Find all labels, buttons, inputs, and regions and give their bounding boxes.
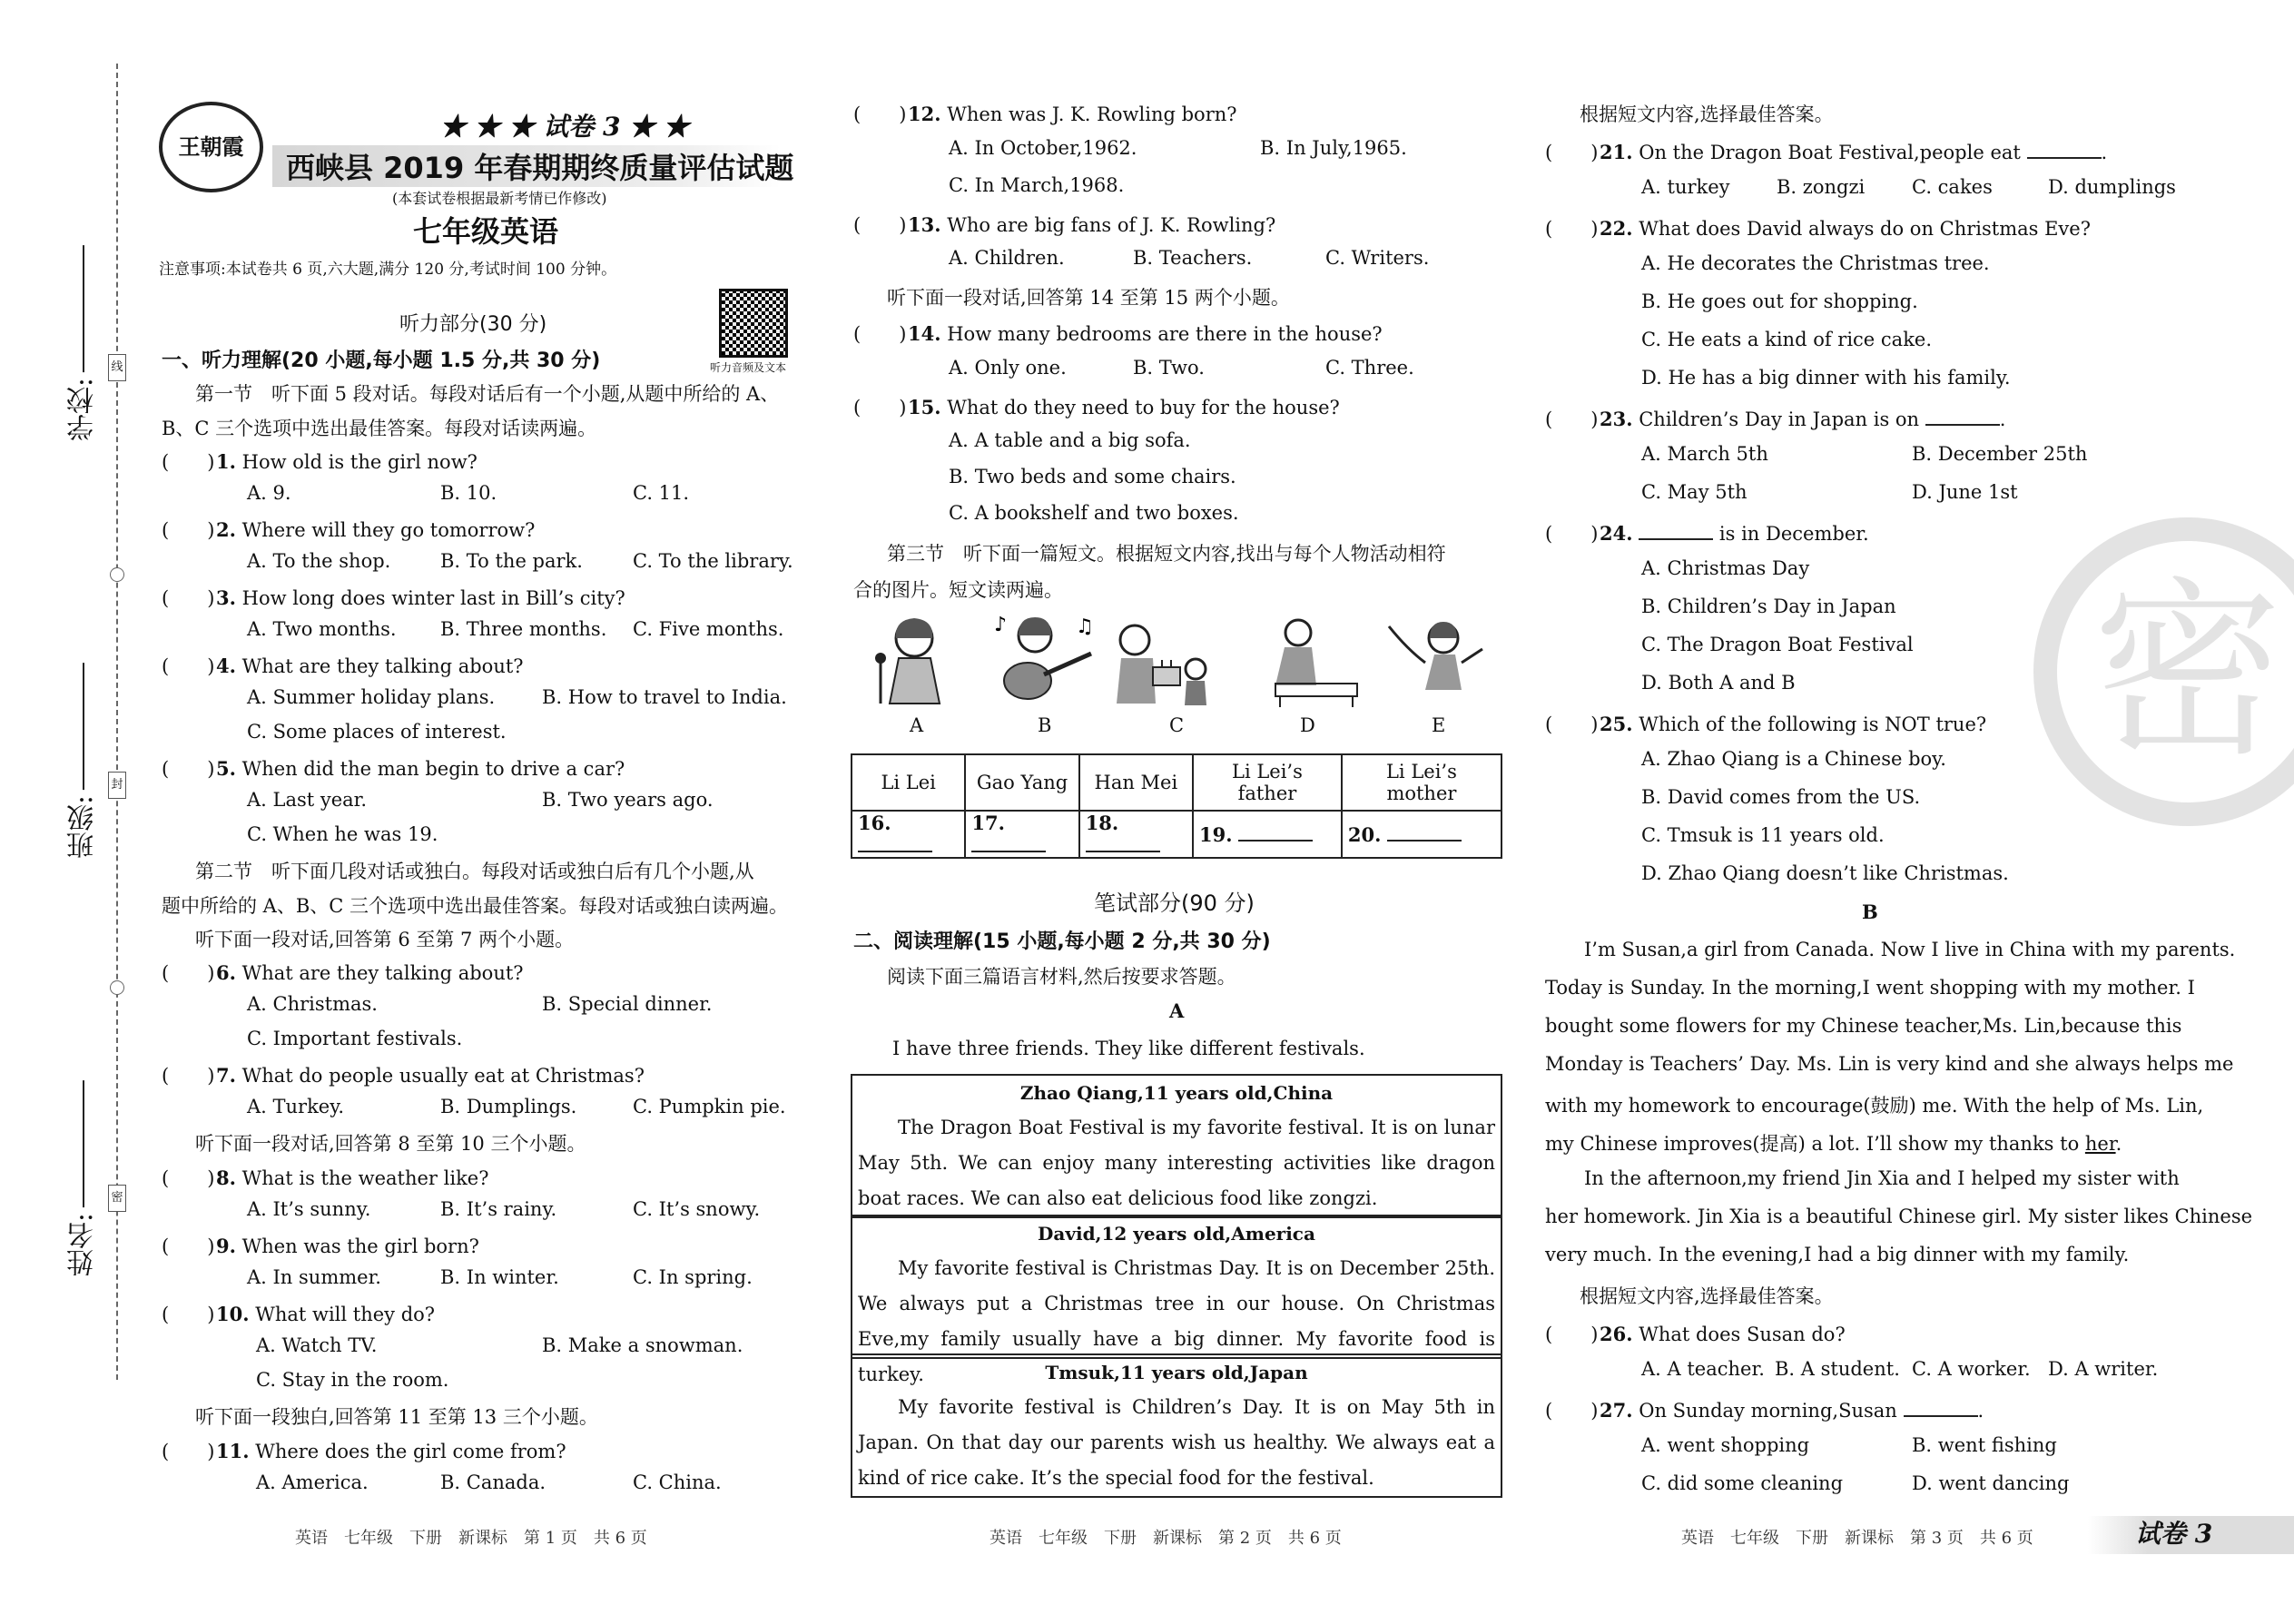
school-field[interactable]: 学校: <box>64 245 103 441</box>
passage-b: Today is Sunday. In the morning,I went shopping with my mother. I <box>1545 977 2195 999</box>
option[interactable]: B. Two. <box>1133 357 1205 379</box>
question-3: ( )3. How long does winter last in Bill’s city? <box>162 586 625 609</box>
question-25: ( )25. Which of the following is NOT true? <box>1545 713 1987 735</box>
binding-circle-icon <box>110 980 124 995</box>
option[interactable]: B. December 25th <box>1912 443 2088 465</box>
option[interactable]: B. Two years ago. <box>542 789 714 811</box>
instruction: 听下面一段对话,回答第 14 至第 15 两个小题。 <box>887 287 1290 309</box>
table-header: Li Lei’s father <box>1193 754 1342 811</box>
sec1-instruction: 第一节 听下面 5 段对话。每段对话后有一个小题,从题中所给的 A、 <box>195 383 780 405</box>
option[interactable]: C. In March,1968. <box>949 174 1125 196</box>
option[interactable]: A. Only one. <box>949 357 1067 379</box>
secret-seal-glyph: 密 <box>2092 560 2283 782</box>
option[interactable]: C. Important festivals. <box>247 1028 463 1049</box>
binding-mark-secret: 密 <box>108 1185 126 1212</box>
picture-label: B <box>1038 714 1052 736</box>
option[interactable]: C. Five months. <box>633 618 784 640</box>
picture-label: C <box>1169 714 1185 736</box>
svg-text:♫: ♫ <box>1076 615 1094 638</box>
option[interactable]: C. To the library. <box>633 550 793 572</box>
sec2-instruction: 第二节 听下面几段对话或独白。每段对话或独白后有几个小题,从 <box>195 861 754 882</box>
option[interactable]: A. A teacher. <box>1641 1358 1765 1380</box>
option[interactable]: B. Make a snowman. <box>542 1334 743 1356</box>
question-6: ( )6. What are they talking about? <box>162 961 524 984</box>
option[interactable]: A. In summer. <box>247 1266 381 1288</box>
passage-b: Monday is Teachers’ Day. Ms. Lin is very kind and she always helps me <box>1545 1053 2234 1075</box>
option[interactable]: A. It’s sunny. <box>247 1198 371 1220</box>
listening-title: 听力部分(30 分) <box>399 313 547 336</box>
question-7: ( )7. What do people usually eat at Christmas? <box>162 1064 645 1087</box>
picture-c-birthday <box>1112 613 1212 708</box>
option[interactable]: C. Three. <box>1325 357 1414 379</box>
picture-d-cooking <box>1248 613 1362 708</box>
corner-tag: 试卷 3 <box>2135 1519 2213 1549</box>
option[interactable]: C. A worker. <box>1912 1358 2031 1380</box>
option[interactable]: C. Writers. <box>1325 247 1430 269</box>
binding-margin <box>54 64 168 1380</box>
subtitle: (本套试卷根据最新考情已作修改) <box>392 190 607 207</box>
option[interactable]: A. Watch TV. <box>256 1334 378 1356</box>
question-27: ( )27. On Sunday morning,Susan . <box>1545 1399 1984 1422</box>
page-title: 西峡县 2019 年春期期终质量评估试题 <box>286 151 794 185</box>
option[interactable]: D. Both A and B <box>1641 672 1796 694</box>
option[interactable]: B. Two beds and some chairs. <box>949 466 1236 487</box>
question-13: ( )13. Who are big fans of J. K. Rowling? <box>853 213 1276 236</box>
option[interactable]: A. Christmas Day <box>1641 557 1810 579</box>
option[interactable]: A. went shopping <box>1641 1434 1810 1456</box>
option[interactable]: A. Christmas. <box>247 993 378 1015</box>
question-5: ( )5. When did the man begin to drive a car? <box>162 757 625 780</box>
table-header: Han Mei <box>1079 754 1193 811</box>
passage-b: very much. In the evening,I had a big dinner with my family. <box>1545 1244 2130 1265</box>
option[interactable]: C. He eats a kind of rice cake. <box>1641 329 1933 350</box>
option[interactable]: A. Children. <box>949 247 1065 269</box>
sec2-instruction: 题中所给的 A、B、C 三个选项中选出最佳答案。每段对话或独白读两遍。 <box>162 895 789 917</box>
passage-b: my Chinese improves(提高) a lot. I’ll show my thanks to her. <box>1545 1133 2122 1155</box>
svg-text:♪: ♪ <box>994 614 1008 636</box>
question-10: ( )10. What will they do? <box>162 1303 436 1325</box>
underlined-word: her <box>2084 1133 2116 1155</box>
option[interactable]: B. It’s rainy. <box>440 1198 557 1220</box>
option[interactable]: B. went fishing <box>1912 1434 2057 1456</box>
table-header: Gao Yang <box>965 754 1078 811</box>
page-footer: 英语 七年级 下册 新课标 第 2 页 共 6 页 <box>989 1529 1342 1548</box>
picture-b-guitar <box>989 613 1094 708</box>
sec2-instruction: 听下面一段对话,回答第 6 至第 7 两个小题。 <box>195 929 575 950</box>
option[interactable]: C. did some cleaning <box>1641 1472 1844 1494</box>
question-26: ( )26. What does Susan do? <box>1545 1323 1846 1345</box>
option[interactable]: C. The Dragon Boat Festival <box>1641 634 1914 655</box>
written-title: 笔试部分(90 分) <box>1094 891 1255 916</box>
picture-label: E <box>1432 714 1446 736</box>
sec2-instruction: 听下面一段独白,回答第 11 至第 13 三个小题。 <box>195 1406 598 1428</box>
option[interactable]: A. Last year. <box>247 789 368 811</box>
section-a-heading: A <box>1169 999 1185 1022</box>
instruction: 阅读下面三篇语言材料,然后按要求答题。 <box>887 966 1236 988</box>
option[interactable]: A. turkey <box>1641 176 1730 198</box>
page-footer: 英语 七年级 下册 新课标 第 3 页 共 6 页 <box>1681 1529 2033 1548</box>
option[interactable]: C. Some places of interest. <box>247 721 507 743</box>
question-2: ( )2. Where will they go tomorrow? <box>162 518 536 541</box>
sec3-instruction: 第三节 听下面一篇短文。根据短文内容,找出与每个人物活动相符 <box>887 543 1446 565</box>
binding-dashed-line <box>116 64 118 1380</box>
option[interactable]: C. In spring. <box>633 1266 753 1288</box>
answer-cell[interactable]: 19. <box>1193 811 1342 858</box>
option[interactable]: C. Stay in the room. <box>256 1369 449 1391</box>
option[interactable]: A. He decorates the Christmas tree. <box>1641 252 1990 274</box>
option[interactable]: D. went dancing <box>1912 1472 2070 1494</box>
option[interactable]: C. 11. <box>633 482 690 504</box>
option[interactable]: B. Children’s Day in Japan <box>1641 595 1896 617</box>
option[interactable]: B. In winter. <box>440 1266 559 1288</box>
option[interactable]: A. Summer holiday plans. <box>247 686 496 708</box>
qr-caption: 听力音频及文本 <box>710 361 787 374</box>
picture-a-singing <box>867 613 967 708</box>
passage-b: bought some flowers for my Chinese teacher,Ms. Lin,because this <box>1545 1015 2182 1037</box>
option[interactable]: C. It’s snowy. <box>633 1198 761 1220</box>
option[interactable]: B. How to travel to India. <box>542 686 787 708</box>
passage-b: with my homework to encourage(鼓励) me. With the help of Ms. Lin, <box>1545 1095 2204 1117</box>
answer-cell[interactable]: 16. <box>852 811 965 858</box>
passage-b: her homework. Jin Xia is a beautiful Chinese girl. My sister likes Chinese <box>1545 1206 2253 1227</box>
picture-label: A <box>910 714 924 736</box>
option[interactable]: A. 9. <box>247 482 291 504</box>
option[interactable]: B. Teachers. <box>1133 247 1253 269</box>
intro-a: I have three friends. They like different festivals. <box>892 1038 1365 1059</box>
option[interactable]: A. Two months. <box>247 618 397 640</box>
passage-b: I’m Susan,a girl from Canada. Now I live in China with my parents. <box>1584 939 2236 960</box>
binding-circle-icon <box>110 567 124 582</box>
option[interactable]: C. A bookshelf and two boxes. <box>949 502 1239 524</box>
question-9: ( )9. When was the girl born? <box>162 1235 479 1257</box>
answer-cell[interactable]: 17. <box>965 811 1078 858</box>
option[interactable]: C. cakes <box>1912 176 1993 198</box>
sec2-instruction: 听下面一段对话,回答第 8 至第 10 三个小题。 <box>195 1133 586 1155</box>
question-23: ( )23. Children’s Day in Japan is on . <box>1545 408 2006 430</box>
question-1: ( )1. How old is the girl now? <box>162 450 478 473</box>
class-field[interactable]: 班级: <box>64 663 103 859</box>
option[interactable]: B. Dumplings. <box>440 1096 577 1117</box>
subject-title: 七年级英语 <box>413 214 559 249</box>
question-14: ( )14. How many bedrooms are there in the house? <box>853 322 1383 345</box>
picture-label: D <box>1300 714 1315 736</box>
option[interactable]: A. America. <box>256 1471 369 1493</box>
option[interactable]: D. A writer. <box>2048 1358 2159 1380</box>
option[interactable]: C. China. <box>633 1471 722 1493</box>
option[interactable]: A. To the shop. <box>247 550 391 572</box>
option[interactable]: A. A table and a big sofa. <box>949 429 1191 451</box>
picture-e-playing <box>1384 613 1489 708</box>
option[interactable]: D. He has a big dinner with his family. <box>1641 367 2011 389</box>
answer-cell[interactable]: 20. <box>1342 811 1501 858</box>
instruction: 根据短文内容,选择最佳答案。 <box>1580 103 1834 125</box>
matching-table <box>851 753 1502 859</box>
part1-title: 一、听力理解(20 小题,每小题 1.5 分,共 30 分) <box>162 349 601 372</box>
page-footer: 英语 七年级 下册 新课标 第 1 页 共 6 页 <box>295 1529 647 1548</box>
binding-mark-seal: 封 <box>108 772 126 799</box>
option[interactable]: C. Tmsuk is 11 years old. <box>1641 824 1885 846</box>
option[interactable]: B. Special dinner. <box>542 993 713 1015</box>
binding-mark-line: 线 <box>108 354 126 381</box>
option[interactable]: B. A student. <box>1775 1358 1900 1380</box>
question-11: ( )11. Where does the girl come from? <box>162 1440 566 1462</box>
option[interactable]: C. When he was 19. <box>247 823 438 845</box>
exam-tag: ★ ★ ★ 试卷 3 ★ ★ <box>440 112 689 142</box>
qr-code <box>719 289 788 358</box>
publisher-logo: 王朝霞 <box>159 102 263 192</box>
profile-box-tmsuk: Tmsuk,11 years old,Japan My favorite festival is Children’s Day. It is on May 5th in Japan. On that day our parents wish us healthy. We always eat a kind of rice cake. It’s the special food for the festival. <box>851 1353 1502 1498</box>
answer-cell[interactable]: 18. <box>1079 811 1193 858</box>
question-15: ( )15. What do they need to buy for the house? <box>853 396 1340 418</box>
table-header: Li Lei’s mother <box>1342 754 1501 811</box>
table-header: Li Lei <box>852 754 965 811</box>
profile-box-david: David,12 years old,America My favorite festival is Christmas Day. It is on December 25th. We always put a Christmas tree in our house. On Christmas Eve,my family usually have a big dinner. My favorite food is turkey. <box>851 1215 1502 1359</box>
sec3-instruction: 合的图片。短文读两遍。 <box>853 579 1063 601</box>
sec1-instruction: B、C 三个选项中选出最佳答案。每段对话读两遍。 <box>162 418 597 439</box>
option[interactable]: B. He goes out for shopping. <box>1641 290 1918 312</box>
option[interactable]: A. Turkey. <box>247 1096 344 1117</box>
name-field[interactable]: 姓名: <box>64 1080 103 1276</box>
option[interactable]: B. zongzi <box>1777 176 1866 198</box>
option[interactable]: C. Pumpkin pie. <box>633 1096 786 1117</box>
section-b-heading: B <box>1862 901 1878 923</box>
question-8: ( )8. What is the weather like? <box>162 1166 489 1189</box>
question-22: ( )22. What does David always do on Christmas Eve? <box>1545 217 2091 240</box>
option[interactable]: C. May 5th <box>1641 481 1748 503</box>
passage-b: In the afternoon,my friend Jin Xia and I helped my sister with <box>1584 1167 2180 1189</box>
instruction: 根据短文内容,选择最佳答案。 <box>1580 1285 1834 1307</box>
profile-box-zhao: Zhao Qiang,11 years old,China The Dragon Boat Festival is my favorite festival. It is on lunar May 5th. We can enjoy many interesting activities like dragon boat races. We can also eat delicious food like zongzi. <box>851 1074 1502 1218</box>
option[interactable]: B. 10. <box>440 482 497 504</box>
option[interactable]: D. dumplings <box>2048 176 2176 198</box>
option[interactable]: B. In July,1965. <box>1260 137 1407 159</box>
option[interactable]: A. In October,1962. <box>949 137 1137 159</box>
option[interactable]: D. June 1st <box>1912 481 2018 503</box>
question-24: ( )24. is in December. <box>1545 522 1869 545</box>
option[interactable]: A. March 5th <box>1641 443 1768 465</box>
option[interactable]: B. Three months. <box>440 618 607 640</box>
question-21: ( )21. On the Dragon Boat Festival,people eat . <box>1545 141 2108 163</box>
notice: 注意事项:本试卷共 6 页,六大题,满分 120 分,考试时间 100 分钟。 <box>159 261 617 279</box>
part2-title: 二、阅读理解(15 小题,每小题 2 分,共 30 分) <box>853 930 1271 953</box>
option[interactable]: B. David comes from the US. <box>1641 786 1921 808</box>
option[interactable]: D. Zhao Qiang doesn’t like Christmas. <box>1641 862 2009 884</box>
option[interactable]: A. Zhao Qiang is a Chinese boy. <box>1641 748 1946 770</box>
question-4: ( )4. What are they talking about? <box>162 655 524 677</box>
question-12: ( )12. When was J. K. Rowling born? <box>853 103 1237 125</box>
option[interactable]: B. To the park. <box>440 550 583 572</box>
option[interactable]: B. Canada. <box>440 1471 546 1493</box>
